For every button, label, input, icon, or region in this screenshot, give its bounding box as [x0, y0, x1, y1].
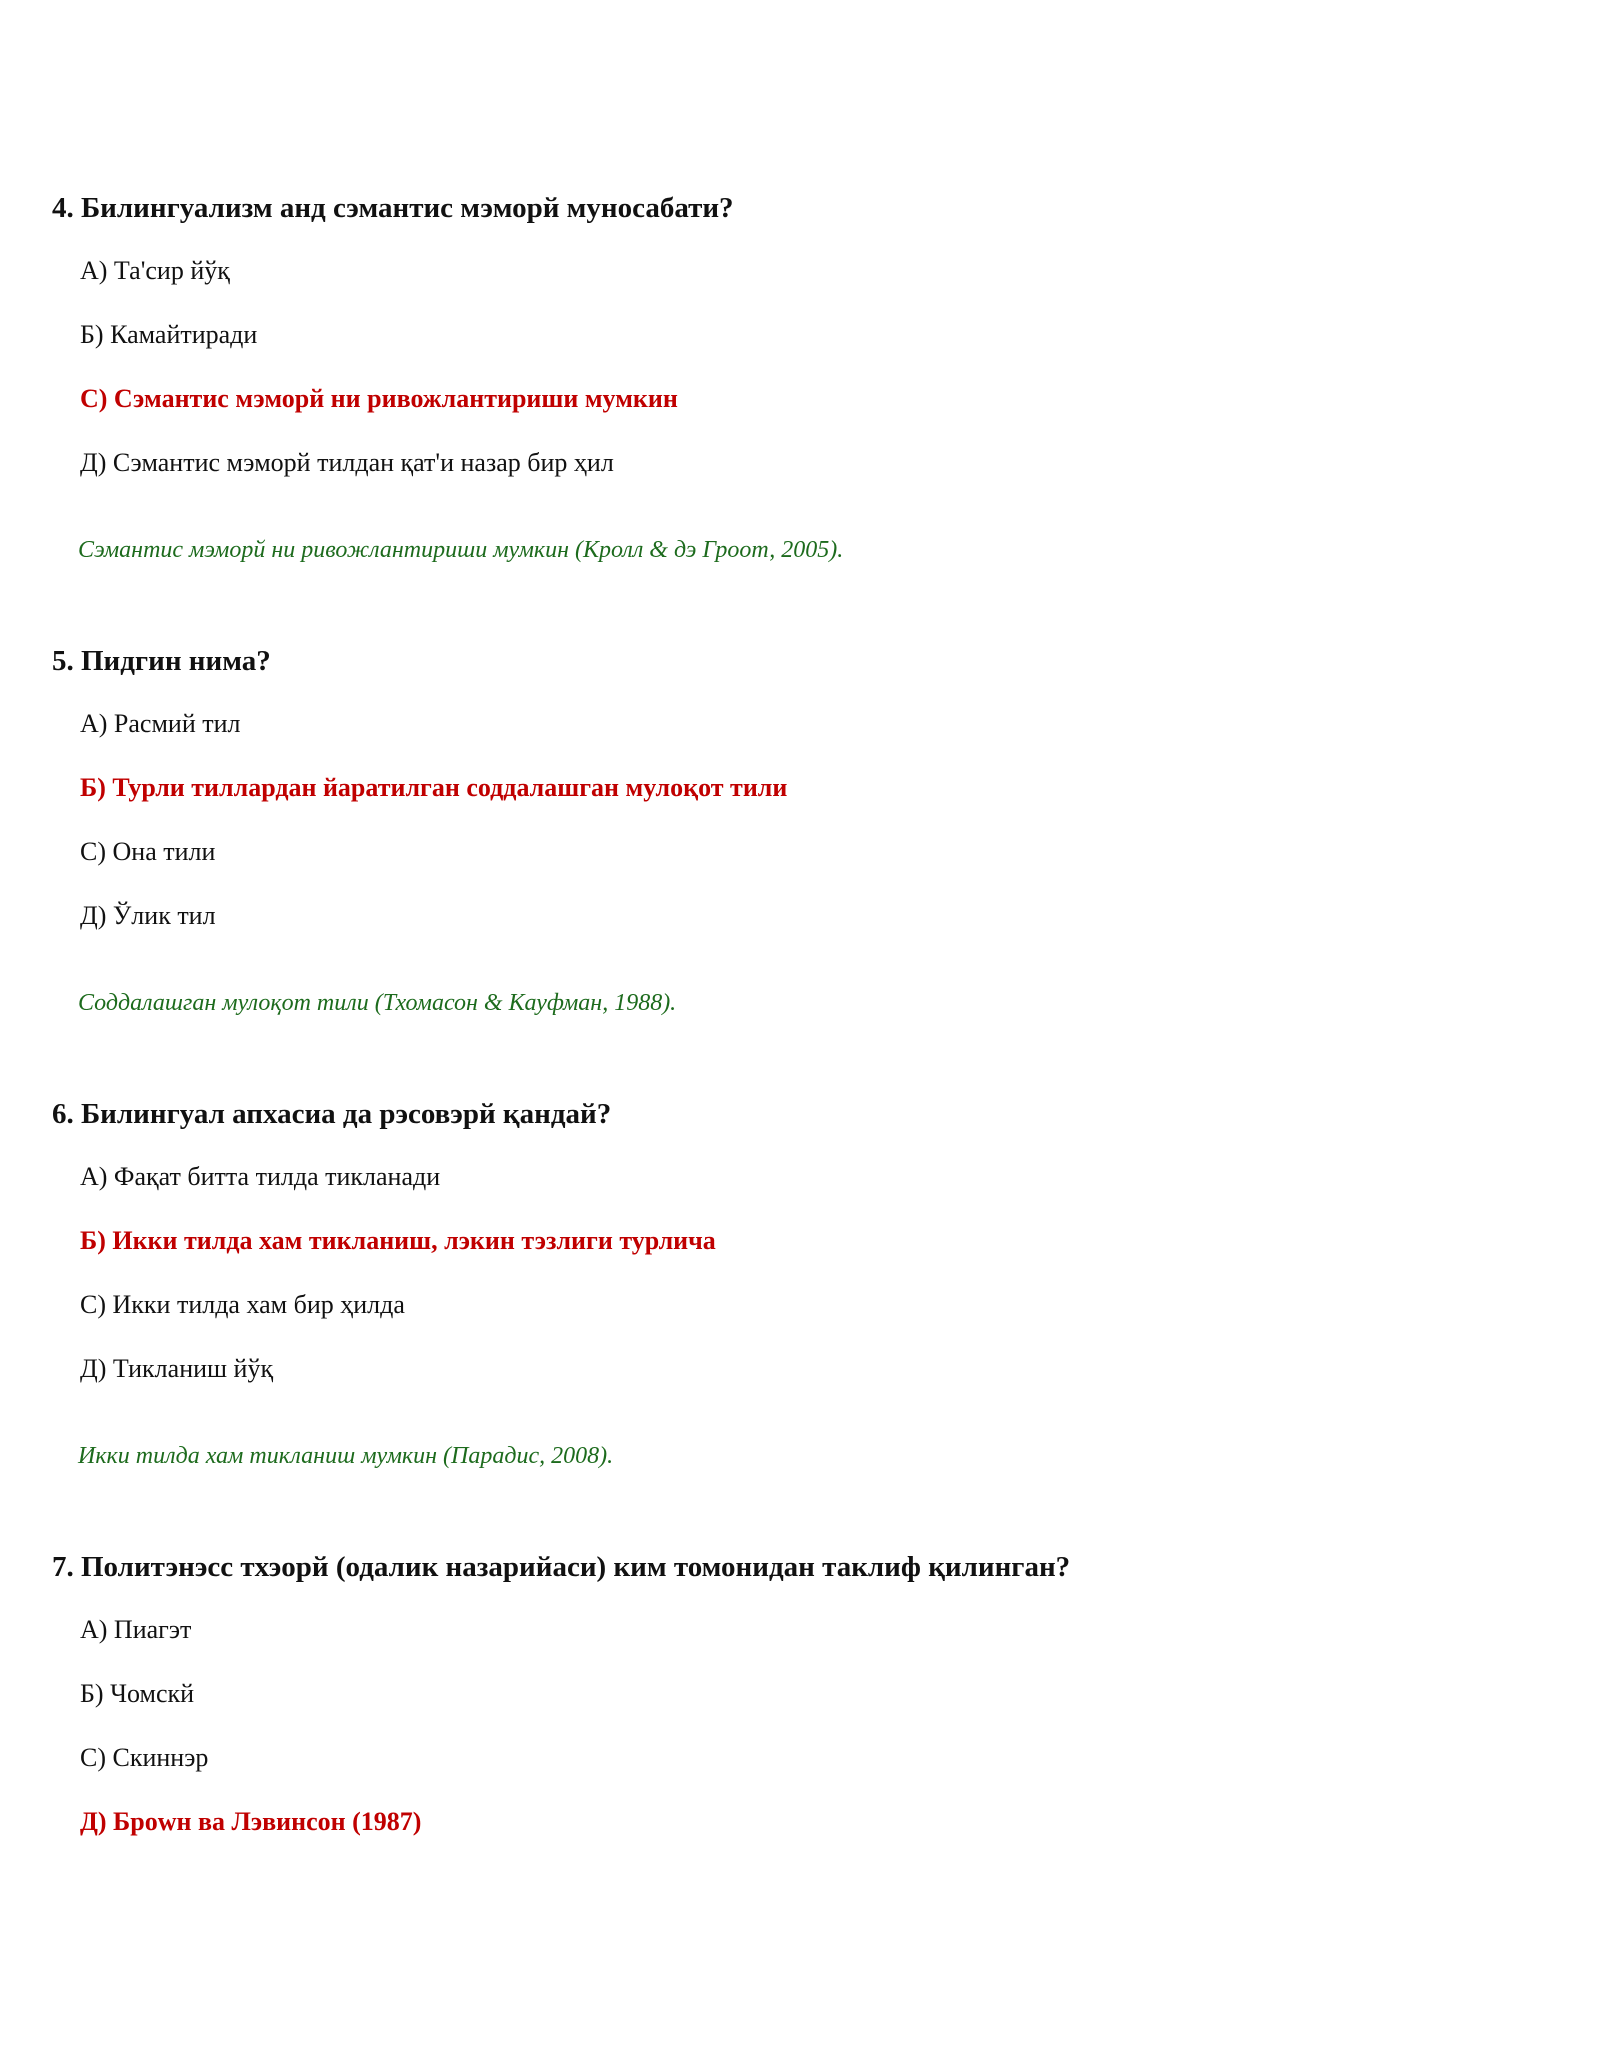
explanation-note: Сэмантис мэморй ни ривожлантириши мумкин (Кролл & дэ Гроот, 2005). — [78, 537, 844, 563]
option-d: Д) Сэмантис мэморй тилдан қат'и назар бир ҳил — [80, 448, 614, 477]
option-c: С) Она тили — [80, 837, 216, 866]
option-a: А) Пиагэт — [80, 1615, 192, 1644]
option-b: Б) Камайтиради — [80, 320, 258, 349]
question-title: 6. Билингуал апхасиа да рэсовэрй қандай? — [52, 1098, 612, 1130]
question-title: 4. Билингуализм анд сэмантис мэморй муносабати? — [52, 192, 734, 224]
option-d-correct: Д) Броwн ва Лэвинсон (1987) — [80, 1807, 422, 1836]
explanation-note: Икки тилда хам тикланиш мумкин (Парадис, 2008). — [78, 1443, 614, 1469]
option-b: Б) Чомскй — [80, 1679, 195, 1708]
option-b-correct: Б) Икки тилда хам тикланиш, лэкин тэзлиги турлича — [80, 1226, 716, 1255]
option-c-correct: С) Сэмантис мэморй ни ривожлантириши мумкин — [80, 384, 678, 413]
option-c: С) Икки тилда хам бир ҳилда — [80, 1290, 405, 1319]
question-title: 5. Пидгин нима? — [52, 645, 271, 677]
question-6 — [52, 1096, 1552, 1469]
question-4 — [52, 190, 1552, 563]
option-a: А) Фақат битта тилда тикланади — [80, 1162, 441, 1191]
question-title: 7. Политэнэсс тхэорй (одалик назарийаси) ким томонидан таклиф қилинган? — [52, 1551, 1071, 1583]
option-d: Д) Тикланиш йўқ — [80, 1354, 274, 1383]
option-b-correct: Б) Турли тиллардан йаратилган соддалашган мулоқот тили — [80, 773, 788, 802]
question-5 — [52, 643, 1552, 1016]
option-d: Д) Ўлик тил — [80, 901, 216, 930]
option-a: А) Расмий тил — [80, 709, 241, 738]
option-a: А) Та'сир йўқ — [80, 256, 230, 285]
option-c: С) Скиннэр — [80, 1743, 209, 1772]
explanation-note: Соддалашган мулоқот тили (Тхомасон & Кауфман, 1988). — [78, 990, 677, 1016]
question-7 — [52, 1549, 1552, 1836]
